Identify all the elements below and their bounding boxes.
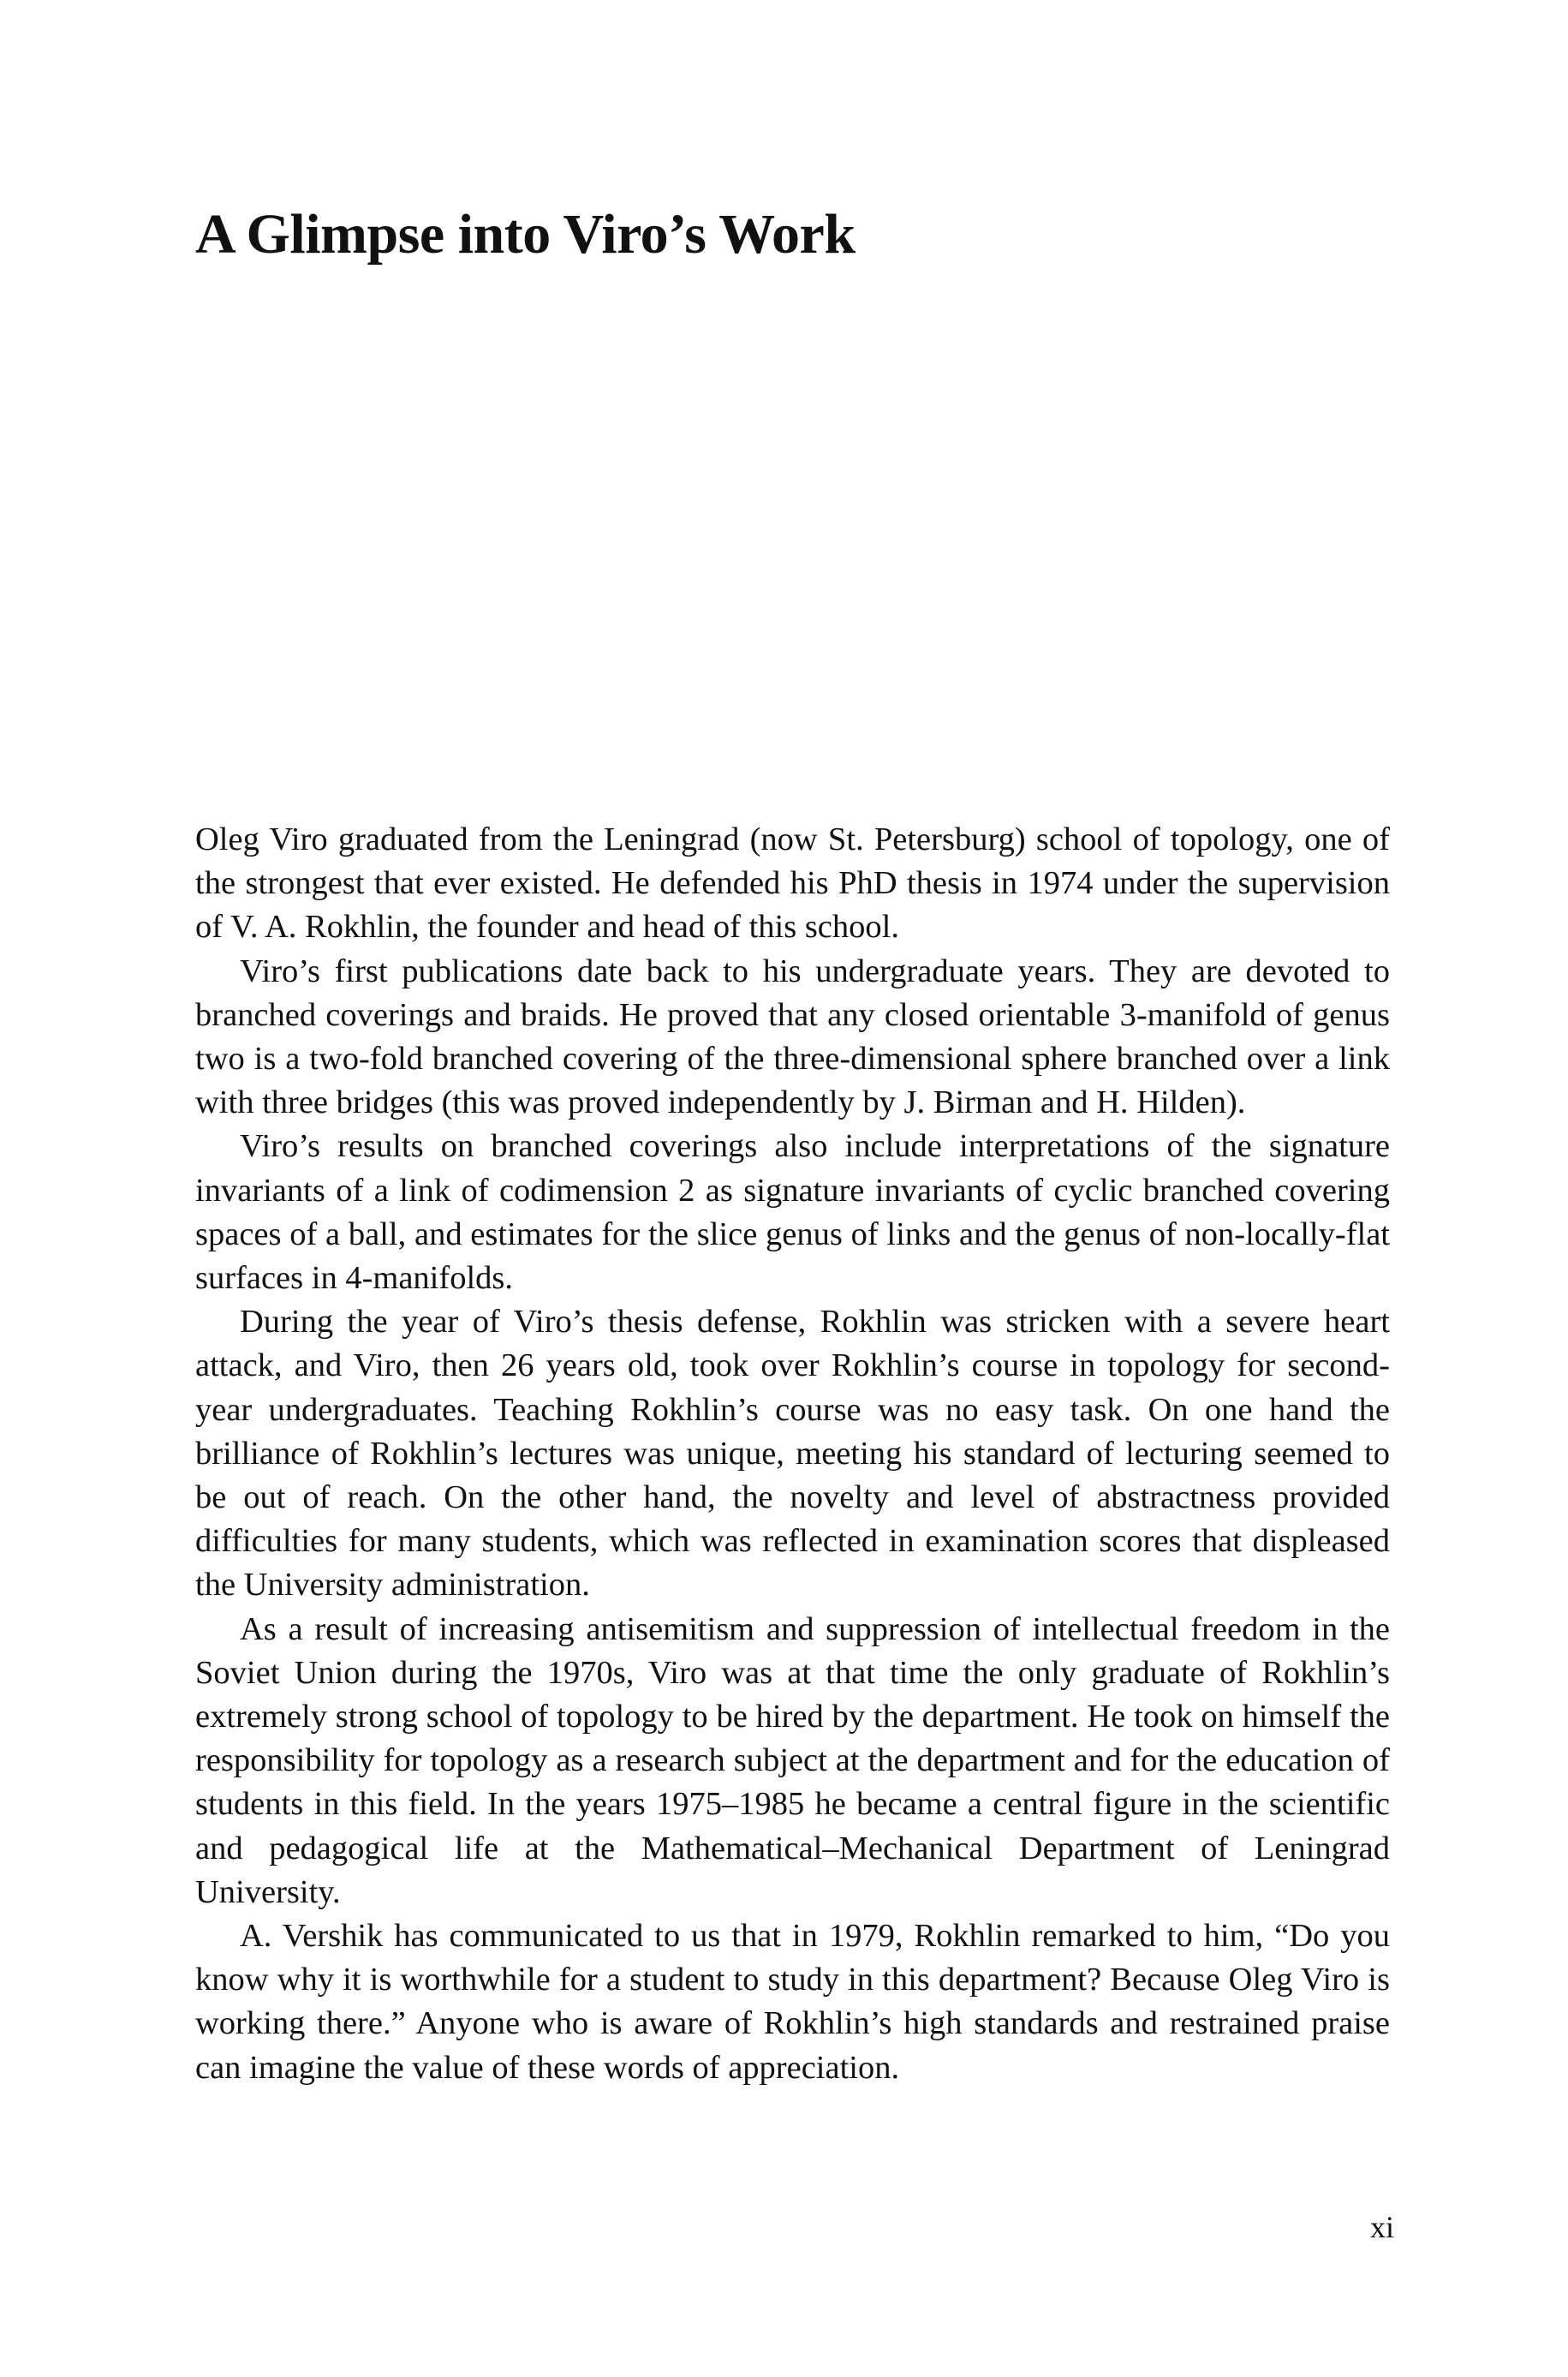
page-number: xi	[1369, 2210, 1394, 2244]
paragraph: As a result of increasing antisemitism and suppression of intellectual freedom in the Soviet Union during the 1970s, Viro was at that time the only graduate of Rokhlin’s extremely strong school of topology to be hired by the department. He took on himself the responsibility for topology as a research subject at the department and for the education of students in this field. In the years 1975–1985 he became a central figure in the scientific and pedagogical life at the Mathematical–Mechanical Department of Leningrad University.	[195, 1610, 1390, 1910]
paragraph: Viro’s first publications date back to his undergraduate years. They are devoted to branched coverings and braids. He proved that any closed orientable 3-manifold of genus two is a two-fold branched covering of the three-dimensional sphere branched over a link with three bridges (this was proved independently by J. Birman and H. Hilden).	[195, 953, 1390, 1121]
page-title: A Glimpse into Viro’s Work	[195, 203, 856, 266]
paragraph: Viro’s results on branched coverings also include interpretations of the signature invariants of a link of codimension 2 as signature invariants of cyclic branched covering spaces of a ball, and estimates for the slice genus of links and the genus of non-locally-flat surfaces in 4-manifolds.	[195, 1128, 1390, 1297]
body-text	[195, 818, 1390, 2090]
paragraph: During the year of Viro’s thesis defense, Rokhlin was stricken with a severe heart attack, and Viro, then 26 years old, took over Rokhlin’s course in topology for second-year undergraduates. Teaching Rokhlin’s course was no easy task. On one hand the brilliance of Rokhlin’s lectures was unique, meeting his standard of lecturing seemed to be out of reach. On the other hand, the novelty and level of abstractness provided difficulties for many students, which was reflected in examination scores that displeased the University administration.	[195, 1304, 1390, 1604]
paragraph: Oleg Viro graduated from the Leningrad (now St. Petersburg) school of topology, one of the strongest that ever existed. He defended his PhD thesis in 1974 under the supervision of V. A. Rokhlin, the founder and head of this school.	[195, 821, 1390, 946]
paragraph: A. Vershik has communicated to us that in 1979, Rokhlin remarked to him, “Do you know why it is worthwhile for a student to study in this department? Because Oleg Viro is working there.” Anyone who is aware of Rokhlin’s high standards and restrained praise can imagine the value of these words of appreciation.	[195, 1918, 1390, 2086]
